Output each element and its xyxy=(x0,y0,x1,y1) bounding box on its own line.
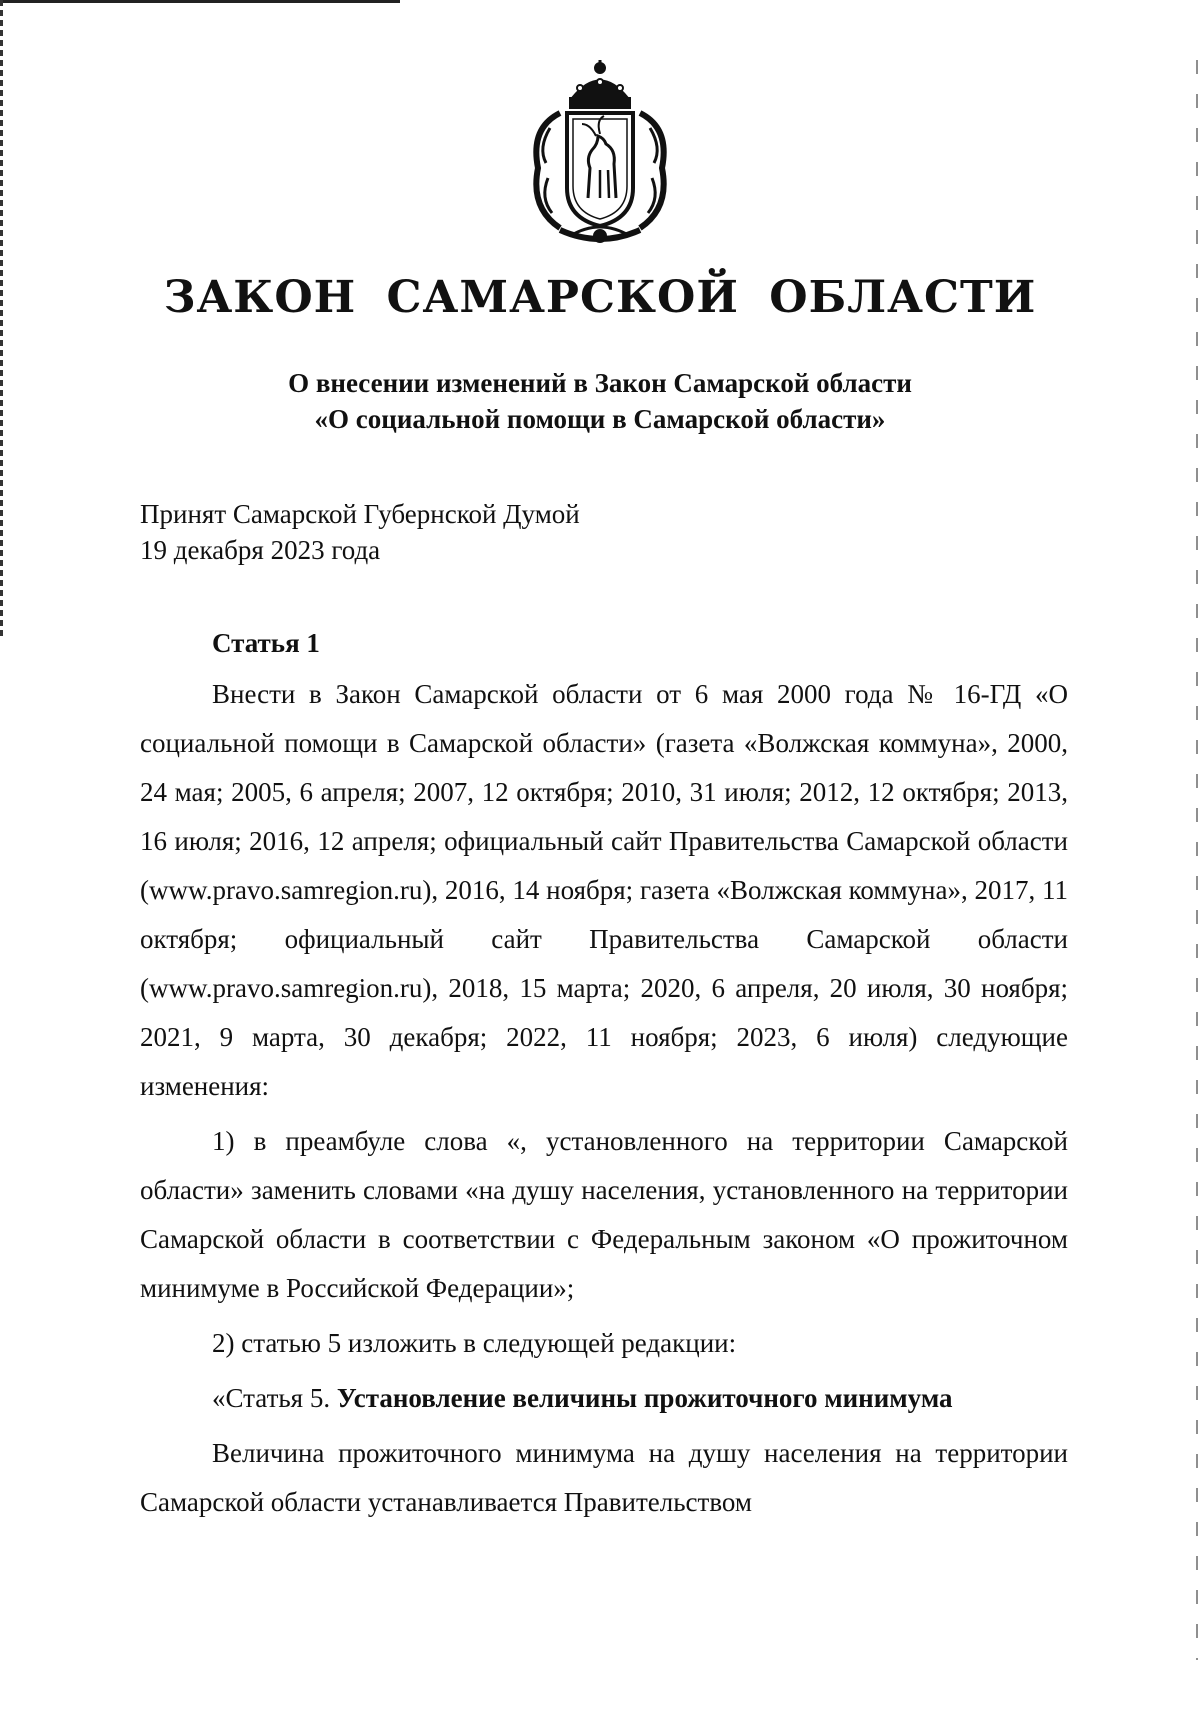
article-1-item-2: 2) статью 5 изложить в следующей редакции: xyxy=(212,1328,737,1358)
article-5-quote-title: Установление величины прожиточного минимума xyxy=(336,1383,953,1413)
law-subtitle-line-1: О внесении изменений в Закон Самарской области xyxy=(288,368,912,398)
law-subtitle-line-2: «О социальной помощи в Самарской области» xyxy=(314,404,886,434)
article-5-quote-heading xyxy=(140,1374,1068,1423)
adoption-block xyxy=(140,496,580,568)
article-1-heading: Статья 1 xyxy=(212,628,320,658)
law-title: ЗАКОН САМАРСКОЙ ОБЛАСТИ xyxy=(163,272,1037,323)
adoption-body: Принят Самарской Губернской Думой xyxy=(140,499,580,529)
article-5-quote-prefix: «Статья 5. xyxy=(212,1383,331,1413)
article-1-item-1: 1) в преамбуле слова «, установленного на территории Самарской области» заменить словами «на душу населения, установленного на территории Самарской области в соответствии с Федеральным законом «О прожиточном минимуме в Российской Федерации»; xyxy=(140,1126,1068,1303)
article-5-quote-body: Величина прожиточного минимума на душу населения на территории Самарской области устанавливается Правительством xyxy=(140,1438,1068,1517)
adoption-date: 19 декабря 2023 года xyxy=(140,535,381,565)
law-subtitle xyxy=(0,365,1200,437)
article-1-body xyxy=(140,670,1068,1527)
coat-of-arms-icon xyxy=(520,58,680,248)
article-1-intro: Внести в Закон Самарской области от 6 мая 2000 года № 16-ГД «О социальной помощи в Самарской области» (газета «Волжская коммуна», 2000, 24 мая; 2005, 6 апреля; 2007, 12 октября; 2010, 31 июля; 2012, 12 октября; 2013, 16 июля; 2016, 12 апреля; официальный сайт Правительства Самарской области (www.pravo.samregion.ru), 2016, 14 ноября; газета «Волжская коммуна», 2017, 11 октября; официальный сайт Правительства Самарской области (www.pravo.samregion.ru), 2018, 15 марта; 2020, 6 апреля, 20 июля, 30 ноября; 2021, 9 марта, 30 декабря; 2022, 11 ноября; 2023, 6 июля) следующие изменения: xyxy=(140,679,1068,1101)
scan-artifact-top xyxy=(0,0,400,3)
